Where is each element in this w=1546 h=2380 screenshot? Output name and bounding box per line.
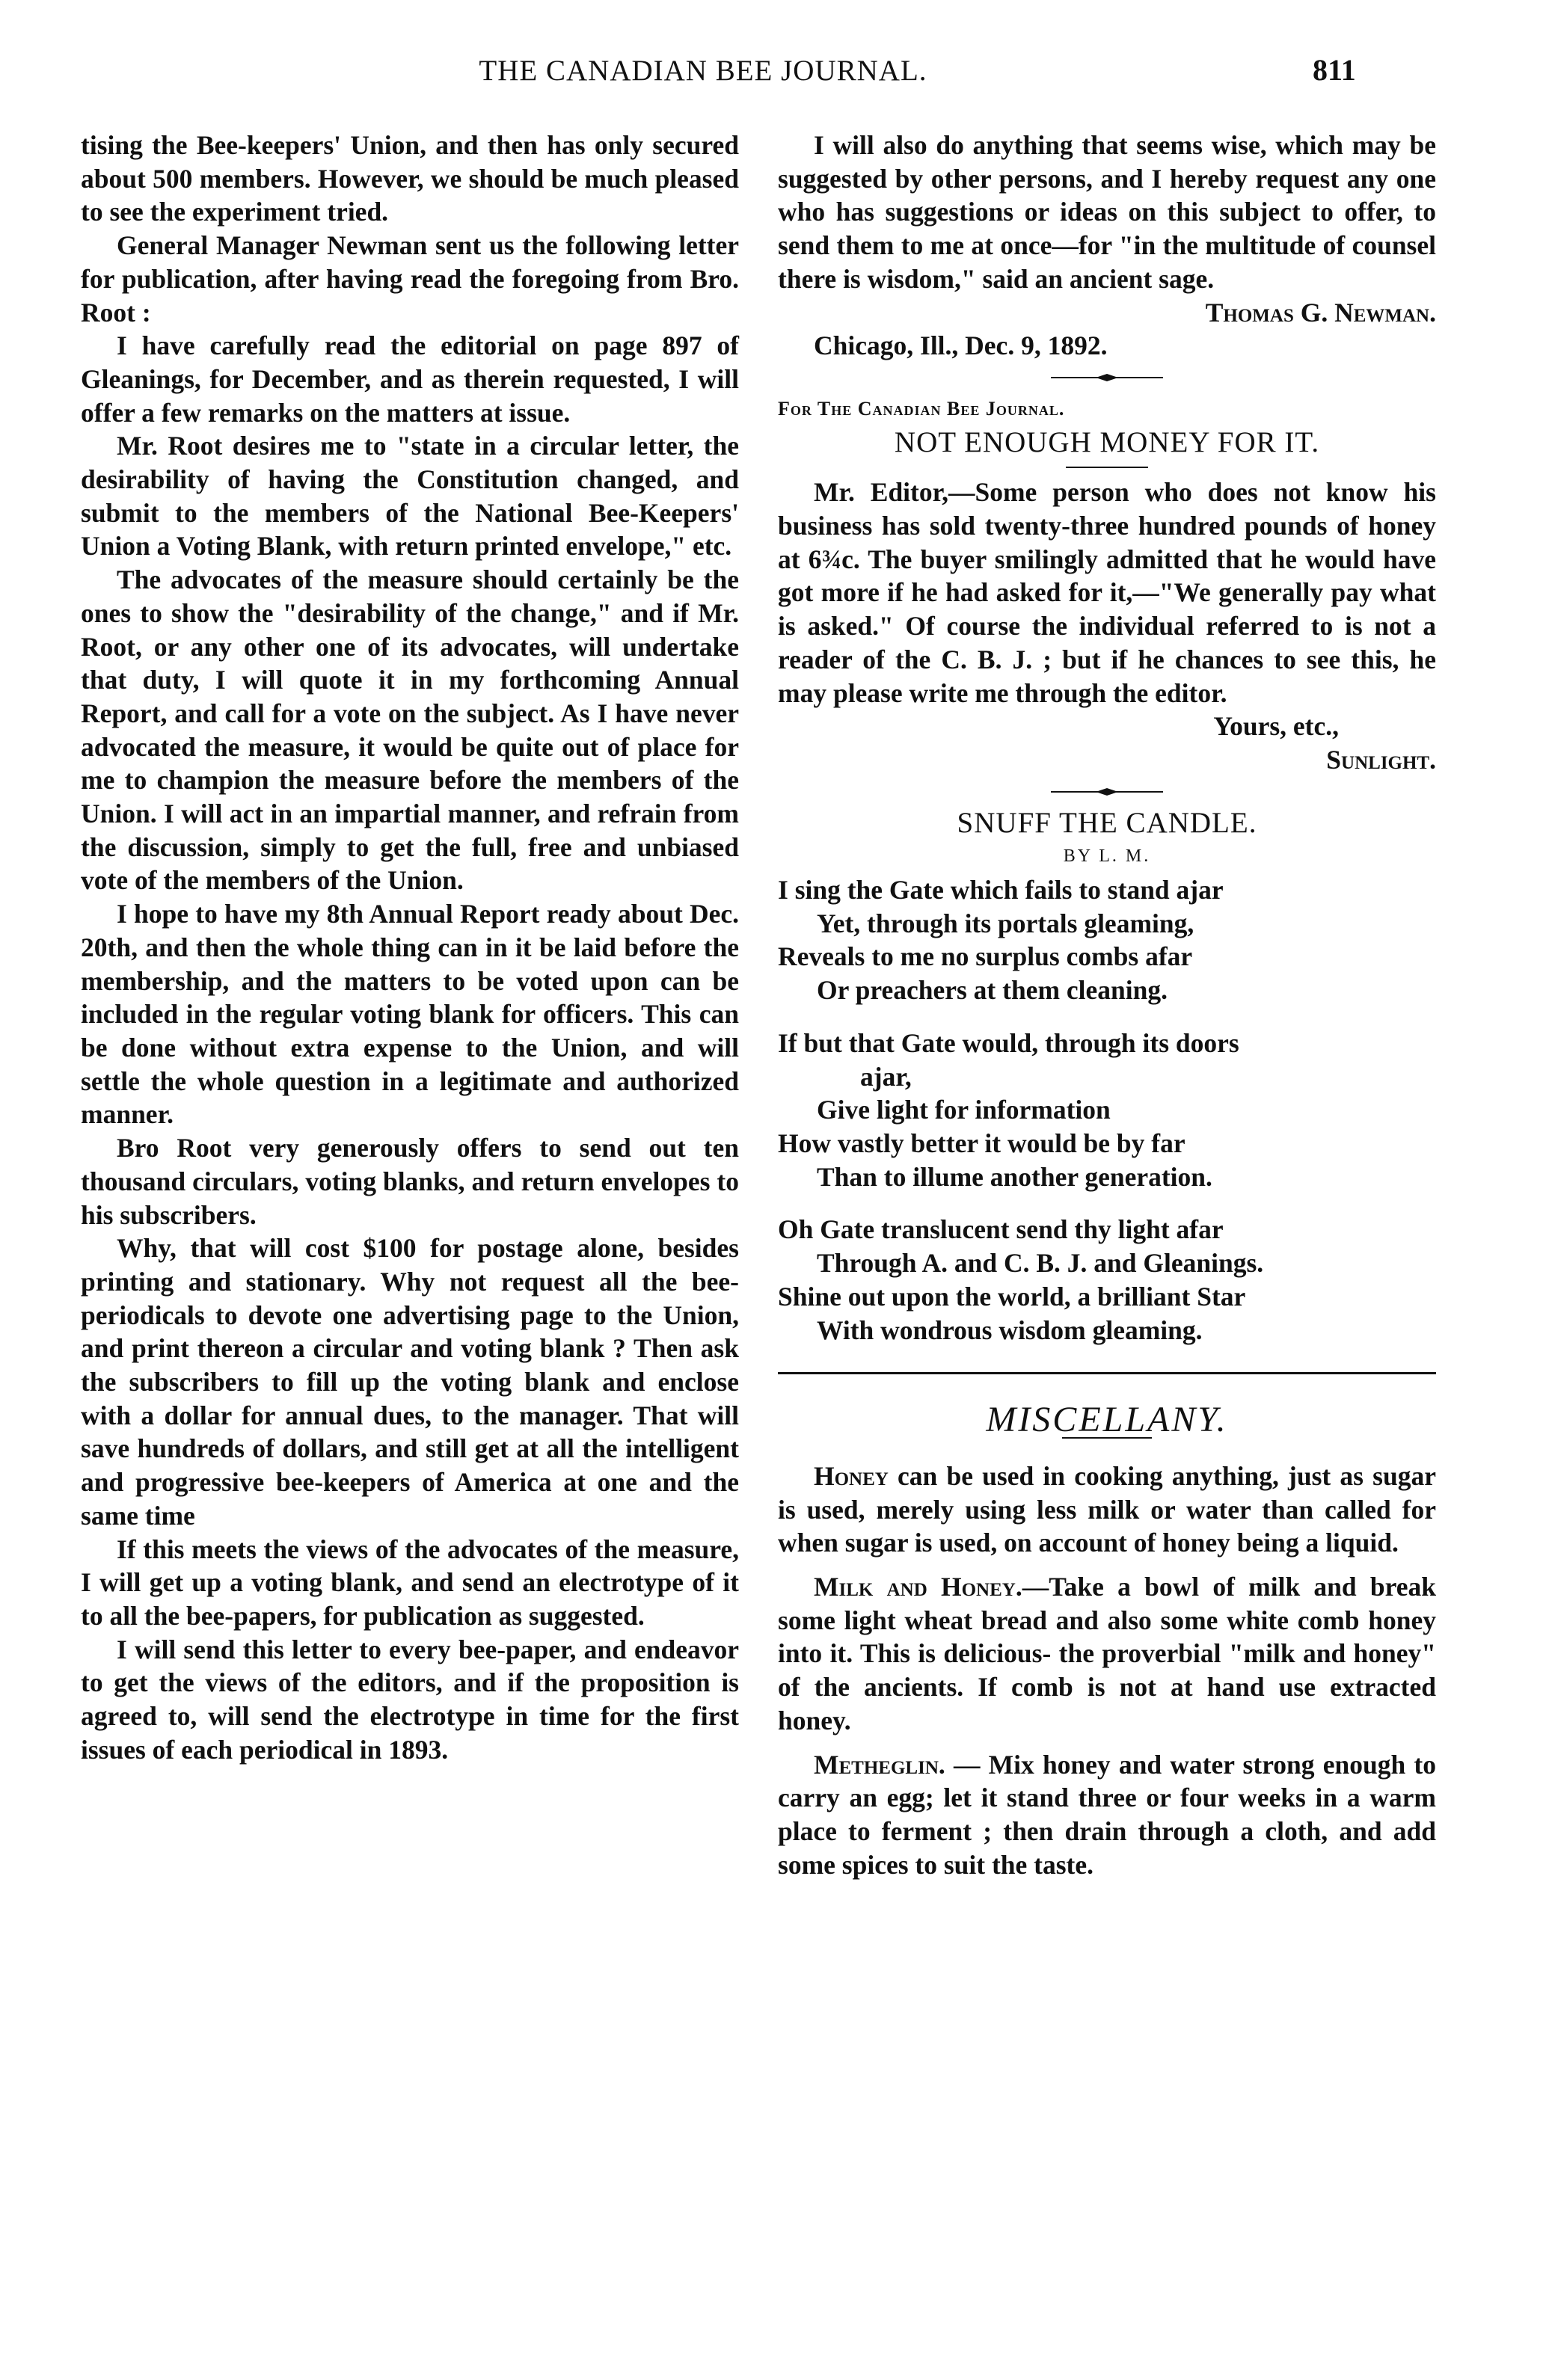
poem-line: Through A. and C. B. J. and Gleanings.	[817, 1248, 1264, 1279]
misc-item-text: —Take a bowl of milk and break some light wheat bread and also some white comb honey into it. This is delicious- the proverbial "milk and honey" of the ancients. If comb is not at hand use extracted honey.	[778, 1572, 1436, 1735]
misc-item-lead: Honey	[814, 1460, 889, 1491]
paragraph: Why, that will cost $100 for postage alone, besides printing and stationary. Why not request all the bee-periodicals to devote one advertising page to the Union, and print thereon a circular and voting blank ? Then ask the subscribers to fill up the voting blank and enclose with a dollar for annual dues, to the manager. That will save hundreds of dollars, and still get at all the intelligent and progressive bee-keepers of America at one and the same time	[81, 1233, 739, 1531]
poem-line: If but that Gate would, through its doors	[778, 1027, 1239, 1058]
miscellany-title: MISCELLANY.	[986, 1400, 1228, 1440]
letter-end-paragraph: I will also do anything that seems wise, which may be suggested by other persons, and I hereby request any one who has suggestions or ideas on this subject to offer, to send them to me at once—for "in the multitude of counsel there is wisdom," said an ancient sage.	[778, 130, 1436, 294]
paragraph: I hope to have my 8th Annual Report ready about Dec. 20th, and then the whole thing can in it be laid before the membership, and the matters to be voted upon can be included in the regular voting blank for officers. This can be done without extra expense to the Union, and will settle the whole question in a legitimate and authorized manner.	[81, 899, 739, 1130]
poem-title: SNUFF THE CANDLE.	[957, 806, 1257, 839]
article-body: Mr. Editor,—Some person who does not know his business has sold twenty-three hundred pounds of honey at 6¾c. The buyer smilingly admitted that he would have got more if he had asked for it,—"We generally pay what is asked." Of course the individual referred to is not a reader of the C. B. J. ; but if he chances to see this, he may please write me through the editor.	[778, 477, 1436, 708]
ornamental-rule	[778, 777, 1436, 807]
paragraph: I will send this letter to every bee-paper, and endeavor to get the views of the editors, and if the proposition is agreed to, will send the electrotype in time for the first issues of each periodical in 1893.	[81, 1634, 739, 1765]
misc-item-lead: Milk and Honey.	[814, 1572, 1022, 1602]
poem-line: ajar,	[860, 1061, 912, 1092]
misc-item-text: can be used in cooking anything, just as sugar is used, merely using less milk or water than called for when sugar is used, on account of honey being a liquid.	[778, 1460, 1436, 1558]
poem-line: Reveals to me no surplus combs afar	[778, 941, 1193, 972]
poem-line: I sing the Gate which fails to stand ajar	[778, 875, 1224, 905]
poem-line: Shine out upon the world, a brilliant Star	[778, 1281, 1246, 1312]
title-rule	[1066, 467, 1148, 468]
poem	[778, 873, 1436, 1347]
source-line: For The Canadian Bee Journal.	[778, 397, 1065, 419]
paragraph: Mr. Root desires me to "state in a circular letter, the desirability of having the Constitution changed, and submit to the members of the National Bee-Keepers' Union a Voting Blank, with return printed envelope," etc.	[81, 431, 739, 562]
poem-line: Or preachers at them cleaning.	[817, 975, 1168, 1006]
paragraph: Bro Root very generously offers to send out ten thousand circulars, voting blanks, and return envelopes to his subscribers.	[81, 1133, 739, 1230]
poem-line: Give light for information	[817, 1095, 1111, 1125]
paragraph: If this meets the views of the advocates of the measure, I will get up a voting blank, and send an electrotype of it to all the bee-papers, for publication as suggested.	[81, 1534, 739, 1631]
page-number: 811	[1313, 53, 1356, 87]
pen-name: Sunlight.	[1326, 744, 1436, 775]
section-double-rule	[778, 1372, 1436, 1384]
poem-line: How vastly better it would be by far	[778, 1128, 1185, 1158]
misc-item-lead: Metheglin.	[814, 1749, 945, 1780]
running-head: THE CANADIAN BEE JOURNAL.	[479, 55, 927, 87]
poem-line: Oh Gate translucent send thy light afar	[778, 1214, 1224, 1245]
ornamental-rule	[778, 363, 1436, 393]
paragraph: General Manager Newman sent us the following letter for publication, after having read the foregoing from Bro. Root :	[81, 230, 739, 328]
poem-line: Than to illume another generation.	[817, 1161, 1212, 1192]
paragraph: The advocates of the measure should certainly be the ones to show the "desirability of the change," and if Mr. Root, or any other one of its advocates, will undertake that duty, I will quote it in my forthcoming Annual Report, and call for a vote on the subject. As I have never advocated the measure, it would be quite out of place for me to champion the measure before the members of the Union. I will act in an impartial manner, and refrain from the discussion, simply to get the full, free and unbiased vote of the members of the Union.	[81, 565, 739, 896]
misc-item	[778, 1748, 1436, 1882]
ornament-divider-icon	[1051, 372, 1163, 383]
left-column	[81, 129, 739, 1766]
paragraph: tising the Bee-keepers' Union, and then has only secured about 500 members. However, we should be much pleased to see the experiment tried.	[81, 130, 739, 227]
misc-item	[778, 1570, 1436, 1738]
misc-item-text: — Mix honey and water strong enough to carry an egg; let it stand three or four weeks in a warm place to ferment ; then drain through a cloth, and add some spices to suit the taste.	[778, 1749, 1436, 1880]
signature: Thomas G. Newman.	[1205, 297, 1436, 328]
misc-item	[778, 1460, 1436, 1560]
poem-line: Yet, through its portals gleaming,	[817, 908, 1194, 938]
ornament-divider-icon	[1051, 787, 1163, 797]
poem-byline: BY L. M.	[1063, 846, 1151, 867]
article-title: NOT ENOUGH MONEY FOR IT.	[894, 425, 1320, 458]
poem-line: With wondrous wisdom gleaming.	[817, 1314, 1203, 1345]
miscellany-items	[778, 1460, 1436, 1881]
right-column	[778, 129, 1436, 1892]
dateline: Chicago, Ill., Dec. 9, 1892.	[814, 330, 1108, 361]
closing: Yours, etc.,	[1213, 711, 1339, 742]
paragraph: I have carefully read the editorial on page 897 of Gleanings, for December, and as therein requested, I will offer a few remarks on the matters at issue.	[81, 330, 739, 428]
